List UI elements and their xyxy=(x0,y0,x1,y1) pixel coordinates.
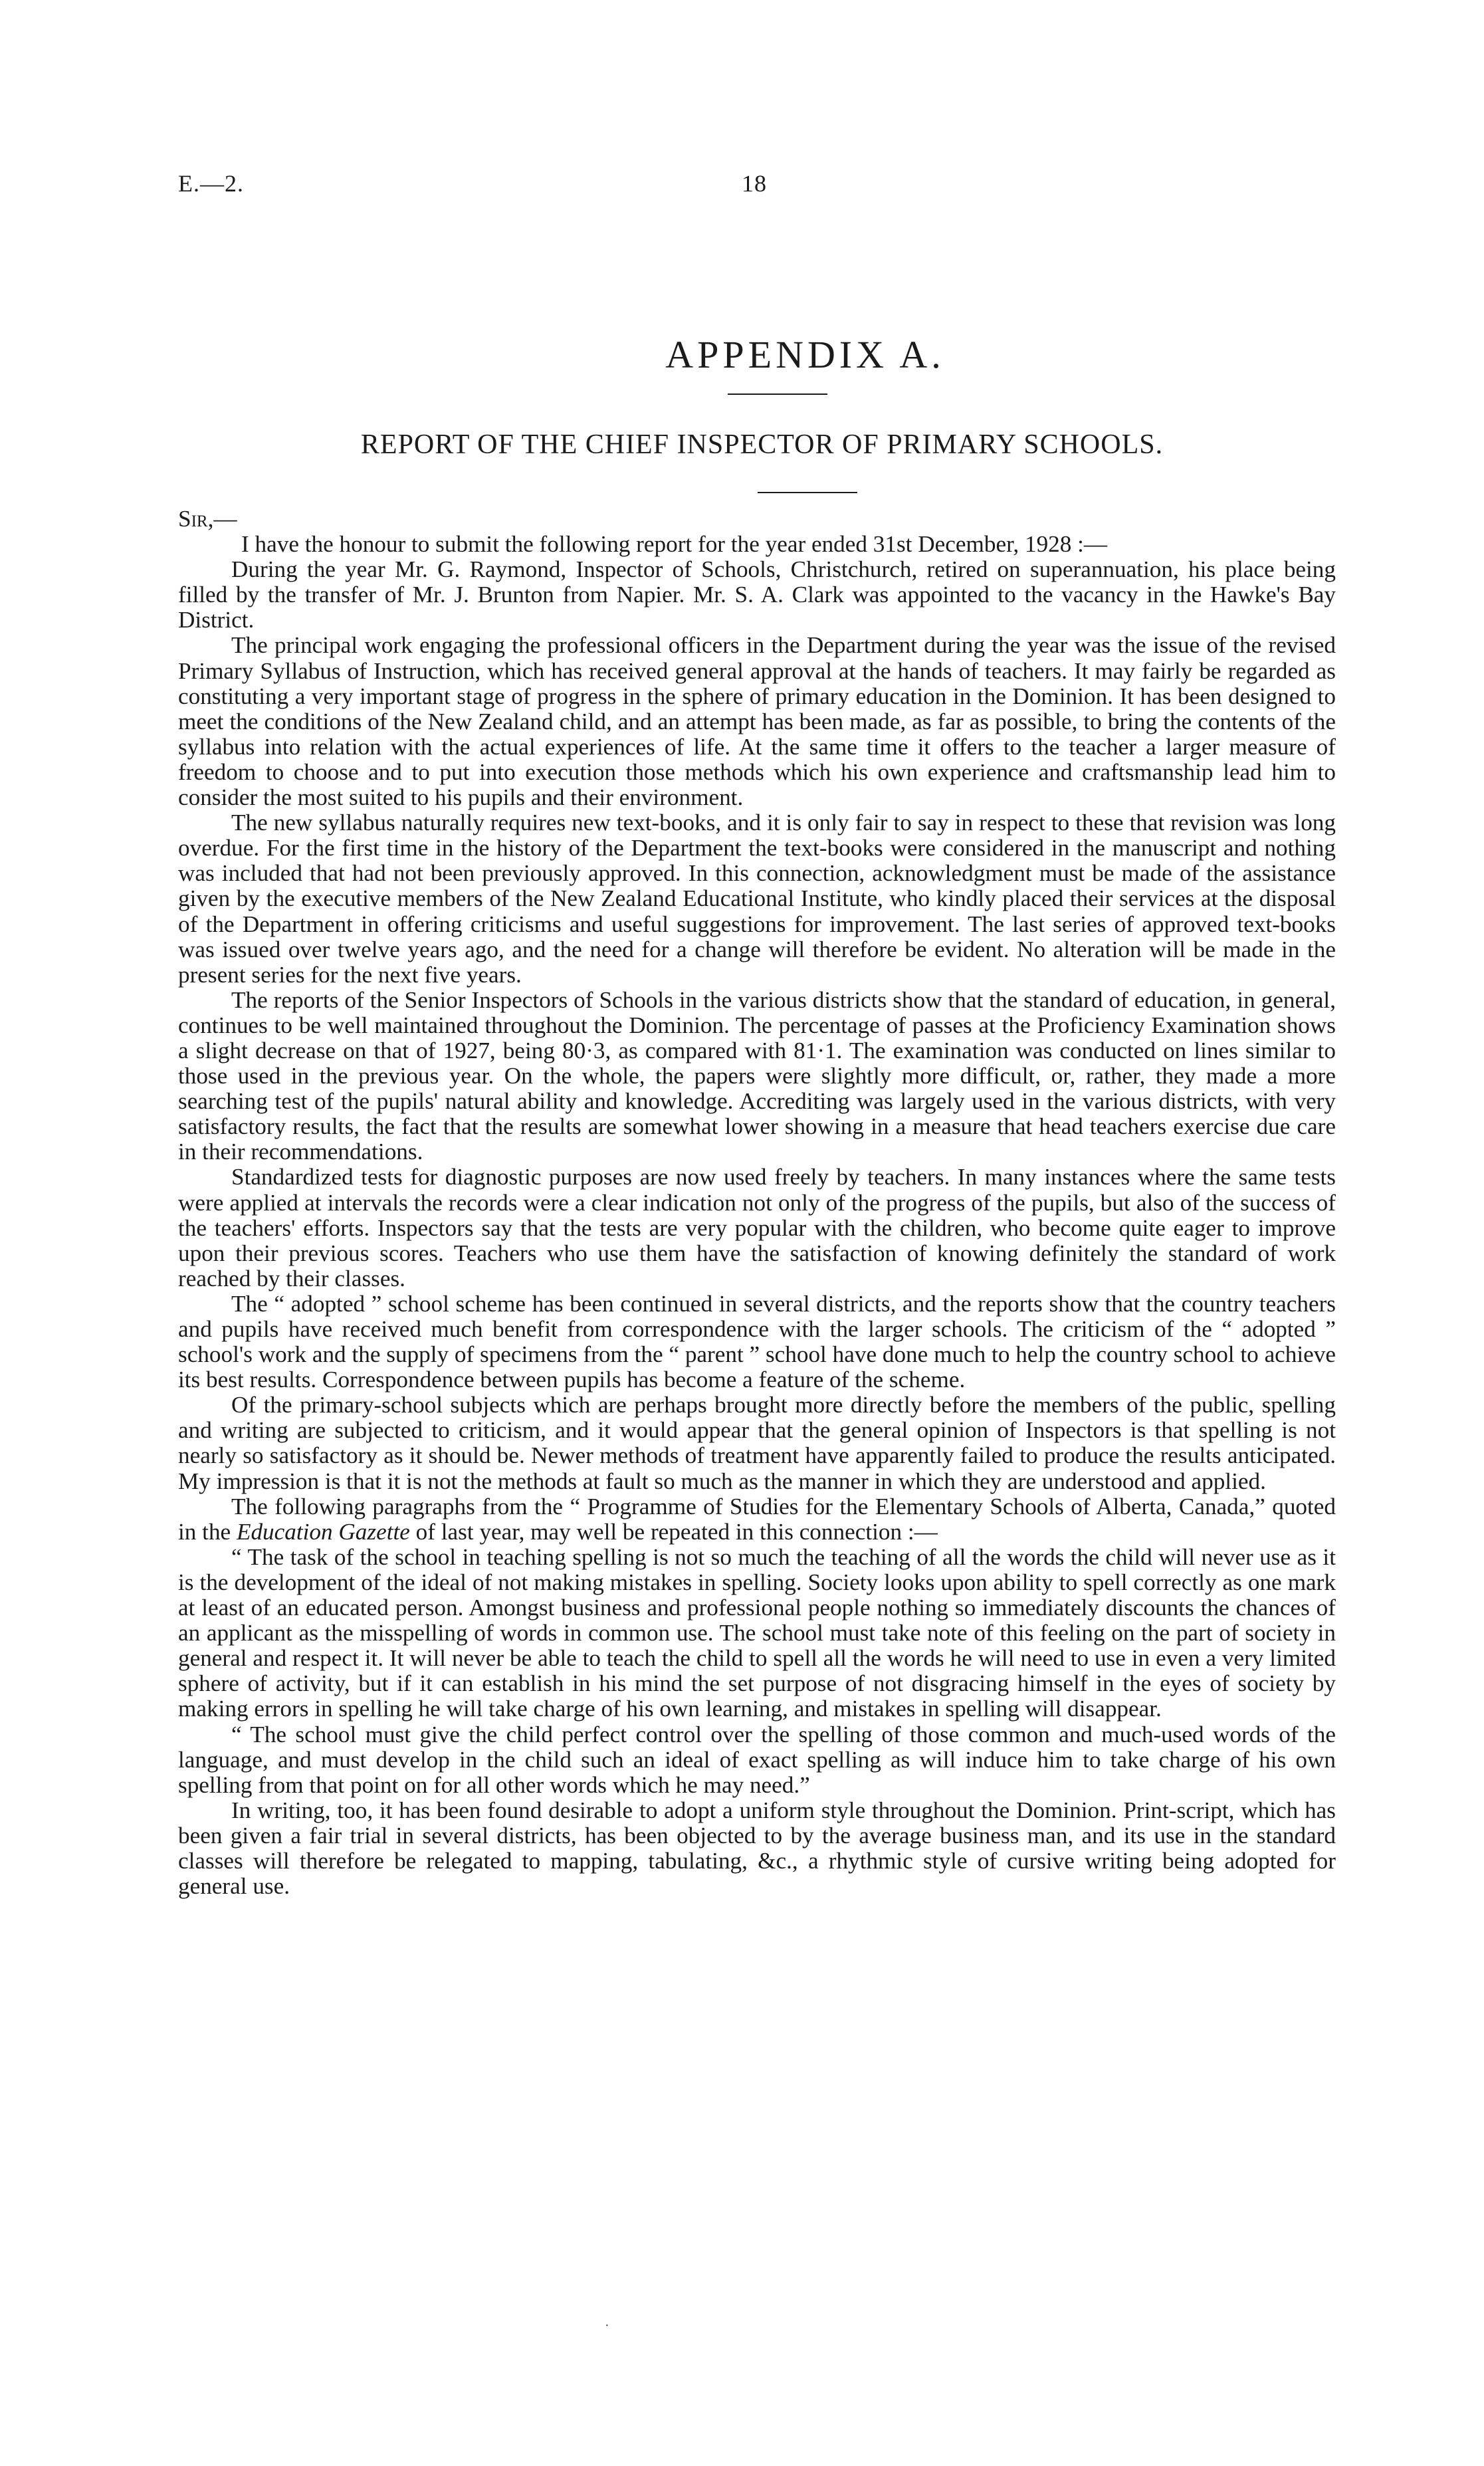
report-body xyxy=(178,506,1336,1899)
paragraph: During the year Mr. G. Raymond, Inspector of Schools, Christchurch, retired on superannuation, his place being filled by the transfer of Mr. J. Brunton from Napier. Mr. S. A. Clark was appointed to the vacancy in the Hawke's Bay District. xyxy=(178,556,1336,633)
paragraph xyxy=(178,1494,1336,1545)
paragraph: I have the honour to submit the following report for the year ended 31st December, 1928 :— xyxy=(241,531,1108,558)
salutation: Sir,— xyxy=(178,506,237,532)
print-mark: · xyxy=(605,2318,609,2333)
paragraph: The reports of the Senior Inspectors of Schools in the various districts show that the standard of education, in general, continues to be well maintained throughout the Dominion. The percentage of passes at the Proficiency Examination shows a slight decrease on that of 1927, being 80·3, as compared with 81·1. The examination was conducted on lines similar to those used in the previous year. On the whole, the papers were slightly more difficult, or, rather, they made a more searching test of the pupils' natural ability and knowledge. Accrediting was largely used in the various districts, with very satisfactory results, the fact that the results are somewhat lower showing in a measure that head teachers exercise due care in their recommendations. xyxy=(178,986,1336,1165)
quoted-paragraph: “ The task of the school in teaching spelling is not so much the teaching of all the words the child will never use as it is the development of the ideal of not making mistakes in spelling. Society looks upon ability to spell correctly as one mark at least of an educated person. Amongst business and professional people nothing so immediately discounts the chances of an applicant as the misspelling of words in common use. The school must take note of this feeling on the part of society in general and respect it. It will never be able to teach the child to spell all the words he will need to use in even a very limited sphere of activity, but if it can establish in his mind the set purpose of not disgracing himself in the eyes of society by making errors in spelling he will take charge of his own learning, and mistakes in spelling will disappear. xyxy=(178,1543,1336,1722)
paragraph: The “ adopted ” school scheme has been continued in several districts, and the reports show that the country teachers and pupils have received much benefit from correspondence with the larger schools. The criticism of the “ adopted ” school's work and the supply of specimens from the “ parent ” school have done much to help the country school to achieve its best results. Correspondence between pupils has become a feature of the scheme. xyxy=(178,1290,1336,1393)
paragraph: The new syllabus naturally requires new text-books, and it is only fair to say in respect to these that revision was long overdue. For the first time in the history of the Department the text-books were considered in the manuscript and nothing was included that had not been previously approved. In this connection, acknowledgment must be made of the assistance given by the executive members of the New Zealand Educational Institute, who kindly placed their services at the disposal of the Department in offering criticisms and useful suggestions for improvement. The last series of approved text-books was issued over twelve years ago, and the need for a change will therefore be evident. No alteration will be made in the present series for the next five years. xyxy=(178,810,1336,988)
page-number: 18 xyxy=(742,170,767,197)
publication-title: Education Gazette xyxy=(236,1518,410,1545)
paragraph: The principal work engaging the professional officers in the Department during the year was the issue of the revised Primary Syllabus of Instruction, which has received general approval at the hands of teachers. It may fairly be regarded as constituting a very important stage of progress in the sphere of primary education in the Dominion. It has been designed to meet the conditions of the New Zealand child, and an attempt has been made, as far as possible, to bring the contents of the syllabus into relation with the actual experiences of life. At the same time it offers to the teacher a larger measure of freedom to choose and to put into execution those methods which his own experience and craftsmanship lead him to consider the most suited to his pupils and their environment. xyxy=(178,632,1336,811)
paragraph: Standardized tests for diagnostic purposes are now used freely by teachers. In many instances where the same tests were applied at intervals the records were a clear indication not only of the progress of the pupils, but also of the success of the teachers' efforts. Inspectors say that the tests are very popular with the children, who become quite eager to improve upon their previous scores. Teachers who use them have the satisfaction of knowing definitely the standard of work reached by their classes. xyxy=(178,1164,1336,1291)
paragraph: In writing, too, it has been found desirable to adopt a uniform style throughout the Dominion. Print-script, which has been given a fair trial in several districts, has been objected to by the average business man, and its use in the standard classes will therefore be relegated to mapping, tabulating, &c., a rhythmic style of cursive writing being adopted for general use. xyxy=(178,1797,1336,1900)
divider xyxy=(758,492,857,493)
report-title: REPORT OF THE CHIEF INSPECTOR OF PRIMARY SCHOOLS. xyxy=(360,429,1164,460)
document-reference: E.—2. xyxy=(178,170,244,197)
divider xyxy=(728,393,827,395)
quoted-paragraph: “ The school must give the child perfect control over the spelling of those common and much-used words of the language, and must develop in the child such an ideal of exact spelling as will induce him to take charge of his own spelling from that point on for all other words which he may need.” xyxy=(178,1721,1336,1798)
appendix-heading: APPENDIX A. xyxy=(665,333,945,376)
paragraph: Of the primary-school subjects which are perhaps brought more directly before the members of the public, spelling and writing are subjected to criticism, and it would appear that the general opinion of Inspectors is that spelling is not nearly so satisfactory as it should be. Newer methods of treatment have apparently failed to produce the results anticipated. My impression is that it is not the methods at fault so much as the manner in which they are understood and applied. xyxy=(178,1392,1336,1494)
paragraph-text: The following paragraphs from the “ Programme of Studies for the Elementary Schools of Alberta, Canada,” quoted in the xyxy=(178,1493,1336,1545)
paragraph-text: of last year, may well be repeated in this connection :— xyxy=(415,1518,938,1545)
